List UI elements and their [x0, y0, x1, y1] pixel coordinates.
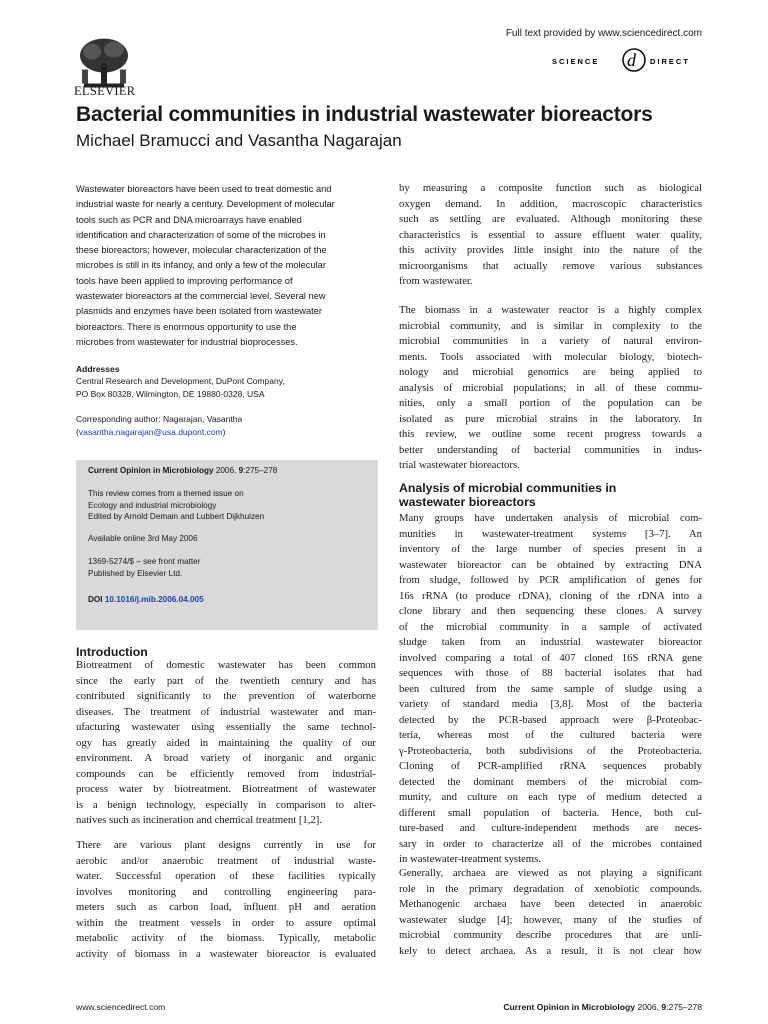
published-by: Published by Elsevier Ltd. [88, 568, 183, 578]
body-line: Many groups have undertaken analysis of microbial com- [399, 512, 702, 524]
issue-info-box [76, 460, 378, 630]
body-line: trial wastewater bioreactors. [399, 459, 520, 471]
footer-citation [503, 1002, 702, 1012]
citation-pages: :275–278 [243, 466, 278, 475]
body-line: isolated as pure microbial strains in the laboratory. In [399, 412, 702, 425]
body-line: oxygen demand. In addition, macroscopic characteristics [399, 197, 702, 210]
abstract-line: identification and characterization of some of the microbes in [76, 229, 326, 240]
address-line: PO Box 80328, Wilmington, DE 19880-0328, USA [76, 389, 265, 399]
author-email-wrapper: (vasantha.nagarajan@usa.dupont.com) [76, 427, 226, 437]
abstract-line: plasmids and enzymes have been isolated from wastewater [76, 306, 322, 317]
intro-line: meters such as carbon load, influent pH and aeration [76, 901, 376, 913]
body-line: munities in wastewater-treatment systems [3–7]. An [399, 527, 702, 540]
body-line: nology and microbial genomics are being applied to [399, 366, 702, 378]
themed-issue-line: This review comes from a themed issue on [88, 489, 244, 498]
body-line: Methanogenic archaea have been detected in anaerobic [399, 898, 702, 910]
body-line: 16s rRNA (to produce rDNA), cloning of the rDNA into a [399, 589, 702, 602]
available-online: Available online 3rd May 2006 [88, 534, 198, 543]
author-email-link[interactable]: vasantha.nagarajan@usa.dupont.com [78, 427, 223, 437]
abstract [76, 182, 376, 350]
analysis-heading-line: Analysis of microbial communities in [399, 481, 617, 495]
body-line: wastewater bioreactor can be obtained by extracting DNA [399, 558, 702, 571]
analysis-heading-line: wastewater bioreactors [399, 495, 536, 509]
citation-year: 2006, [215, 466, 237, 475]
body-line: The biomass in a wastewater reactor is a highly complex [399, 304, 702, 316]
themed-issue-topic: Ecology and industrial microbiology [88, 500, 217, 510]
body-line: analysis of microbial populations; in all of these commu- [399, 381, 702, 394]
body-line: involved comparing a total of 407 cloned 16S rRNA gene [399, 651, 702, 664]
right-paragraph-3 [399, 511, 702, 868]
intro-line: is a benign technology, especially in comparison to alter- [76, 798, 376, 811]
intro-line: natives such as incineration and chemical treatment [1,2]. [76, 814, 323, 826]
footer-website[interactable]: www.sciencedirect.com [76, 1002, 166, 1012]
footer-volume: 9 [661, 1002, 667, 1012]
body-line: by measuring a composite function such as biological [399, 182, 702, 194]
full-text-provider[interactable]: Full text provided by www.sciencedirect.com [505, 28, 702, 39]
body-line: Generally, archaea are viewed as not playing a significant [399, 867, 702, 879]
body-line: sary in order to characterize all of the microbes contained [399, 837, 702, 850]
body-line: nities, only a small portion of the population can be [399, 397, 702, 409]
body-line: wastewater sludge [4]; however, many of the studies of [399, 913, 702, 926]
body-line: microbial community describe procedures that are unli- [399, 929, 702, 941]
doi-line [88, 594, 204, 606]
sd-logo-direct-text: DIRECT [650, 57, 690, 66]
article-authors: Michael Bramucci and Vasantha Nagarajan [76, 131, 402, 150]
journal-citation [88, 465, 277, 477]
body-line: sequences with those of 88 bacterial isolates that had [399, 667, 702, 679]
intro-line: within the treatment vessels in order to assure optimal [76, 916, 376, 929]
body-line: different small population of bacteria. Hence, both cul- [399, 806, 702, 819]
body-line: of the microbial community in a sample of activated [399, 620, 702, 633]
abstract-line: microbes is still in its infancy, and only a few of the molecular [76, 260, 326, 271]
body-line: characteristics is essential to assure effluent water quality, [399, 228, 702, 241]
corresponding-author: Corresponding author: Nagarajan, Vasantha [76, 414, 243, 424]
intro-line: contributed significantly to the prevention of waterborne [76, 690, 376, 702]
sciencedirect-logo[interactable] [522, 45, 702, 75]
themed-issue-editors: Edited by Arnold Demain and Lubbert Dijkhuizen [88, 512, 265, 521]
intro-line: activity of biomass in a wastewater bioreactor is evaluated [76, 947, 376, 960]
body-line: detected the dominant members of the microbial com- [399, 775, 702, 788]
body-line: ture-based and culture-independent methods are neces- [399, 822, 702, 834]
footer-pages: :275–278 [666, 1002, 702, 1012]
right-paragraph-2 [399, 303, 702, 474]
intro-line: Biotreatment of domestic wastewater has been common [76, 659, 376, 671]
body-line: detected by the PCR-based approach were β-Proteobac- [399, 713, 702, 726]
abstract-line: tools such as PCR and DNA microarrays have enabled [76, 214, 302, 225]
doi-label: DOI [88, 595, 103, 604]
body-line: microbial communities in a variety of natural environ- [399, 335, 702, 347]
publisher-name: ELSEVIER [74, 84, 136, 98]
body-line: microbial community, and is similar in complexity to the [399, 319, 702, 332]
body-line: Cloning of PCR-amplified rRNA sequences probably [399, 760, 702, 772]
intro-line: environment. A broad variety of inorganic and organic [76, 752, 376, 764]
body-line: this review, we outline some recent progress towards a [399, 428, 702, 440]
svg-text:d: d [627, 50, 636, 70]
abstract-line: microbes from wastewater for industrial bioprocesses. [76, 336, 298, 347]
body-line: from sludge, followed by PCR amplification of genes for [399, 574, 702, 586]
intro-line: ogy has greatly aided in maintaining the quality of our [76, 736, 376, 749]
body-line: microorganisms that actually remove various substances [399, 259, 702, 272]
body-line: inventory of the large number of species present in a [399, 543, 702, 555]
body-line: teria, whereas most of the cultured bacteria were [399, 729, 702, 741]
intro-line: aerobic and/or anaerobic treatment of industrial waste- [76, 854, 376, 867]
analysis-heading [399, 481, 702, 509]
abstract-line: industrial waste for nearly a century. Development of molecular [76, 199, 335, 210]
footer-journal: Current Opinion in Microbiology [503, 1002, 636, 1012]
body-line: better understanding of bacterial communities in indus- [399, 443, 702, 456]
body-line: sludge taken from an industrial wastewater bioreactor [399, 636, 702, 648]
introduction-heading: Introduction [76, 645, 148, 659]
body-line: munity, and culture on each type of medium detected a [399, 791, 702, 803]
intro-paragraph-1 [76, 658, 376, 829]
intro-line: ufacturing wastewater using essentially the same technol- [76, 721, 376, 733]
intro-line: There are various plant designs currently in use for [76, 839, 376, 851]
intro-line: water. Successful operation of these facilities typically [76, 870, 376, 882]
intro-line: process water by biotreatment. Biotreatment of wastewater [76, 783, 376, 795]
addresses [76, 363, 376, 439]
footer-year: 2006, [637, 1002, 659, 1012]
abstract-line: bioreactors. There is enormous opportunity to use the [76, 321, 297, 332]
body-line: role in the primary degradation of xenobiotic compounds. [399, 882, 702, 895]
body-line: clone library and then sequencing these clones. A survey [399, 605, 702, 617]
body-line: been cultured from the same sample of sludge using a [399, 682, 702, 695]
body-line: ments. Tools associated with molecular biology, biotech- [399, 350, 702, 363]
address-line: Central Research and Development, DuPont Company, [76, 376, 285, 386]
abstract-line: Wastewater bioreactors have been used to treat domestic and [76, 184, 332, 194]
body-line: variety of standard media [3,8]. Most of the bacteria [399, 698, 702, 710]
body-line: γ-Proteobacteria, both subdivisions of the Proteobacteria. [399, 744, 702, 757]
doi-link[interactable]: 10.1016/j.mib.2006.04.005 [104, 595, 204, 604]
body-line: this activity provides little insight into the nature of the [399, 244, 702, 256]
right-paragraph-4 [399, 866, 702, 959]
sd-logo-science-text: SCIENCE [552, 57, 600, 66]
intro-paragraph-2 [76, 838, 376, 962]
abstract-line: tools have been applied to improving performance of [76, 275, 293, 286]
intro-line: since the early part of the twentieth century and has [76, 674, 376, 687]
issn-line: 1369-5274/$ – see front matter [88, 557, 201, 566]
abstract-line: wastewater bioreactors at the commercial level. Several new [76, 291, 326, 302]
body-line: such as settling are evaluated. Although monitoring these [399, 213, 702, 225]
intro-line: involves monitoring and controlling engineering para- [76, 885, 376, 898]
citation-volume: 9 [238, 466, 244, 475]
intro-line: compounds can be efficiently removed from industrial- [76, 767, 376, 780]
abstract-line: these bioreactors; however, molecular characterization of the [76, 245, 327, 256]
journal-name: Current Opinion in Microbiology [88, 466, 214, 475]
body-line: kely to detect archaea. As a result, it is not clear how [399, 944, 702, 957]
article-title: Bacterial communities in industrial wastewater bioreactors [76, 103, 653, 126]
intro-line: diseases. The treatment of industrial wastewater and man- [76, 705, 376, 718]
addresses-heading: Addresses [76, 364, 120, 374]
body-line: from wastewater. [399, 275, 473, 287]
intro-line: metabolic activity of the biomass. Typically, metabolic [76, 932, 376, 944]
body-line: in wastewater-treatment systems. [399, 853, 541, 865]
right-paragraph-1 [399, 181, 702, 290]
